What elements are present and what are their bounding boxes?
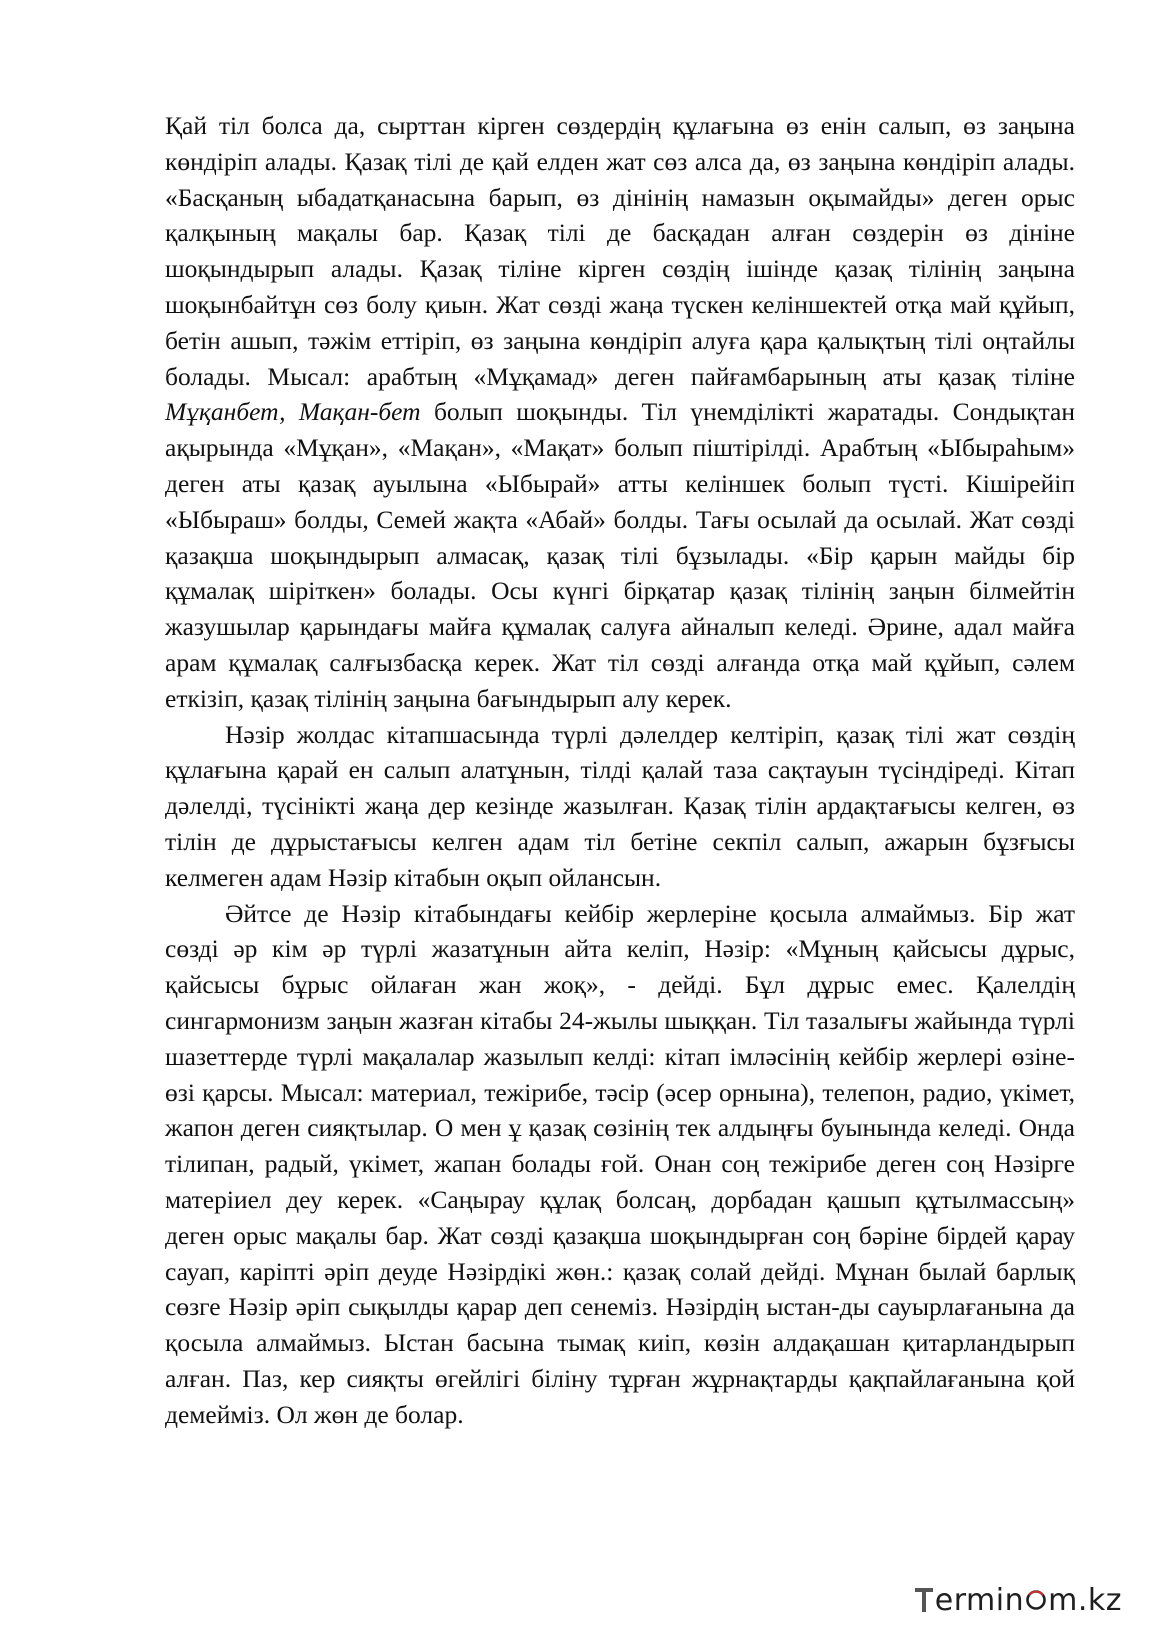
italic-names: Мұқанбет, Мақан-бет [165, 397, 421, 427]
termincom-logo [915, 1578, 1122, 1622]
logo-t-icon [915, 1584, 933, 1616]
document-body [165, 108, 1075, 1432]
paragraph-1: Қай тіл болса да, сырттан кірген сөздердің құлағына өз енін салып, өз заңына көндіріп алады. Қазақ тілі де қай елден жат сөз алса да, өз заңына көндіріп алады. «Басқаның ыбадатқанасына барып, өз дінінің намазын оқымайды» деген орыс қалқының мақалы бар. Қазақ тілі де басқадан алған сөздерін өз дініне шоқындырып алады. Қазақ тіліне кірген сөздің ішінде қазақ тілінің заңына шоқынбайтұн сөз болу қиын. Жат сөзді жаңа түскен келіншектей отқа май құйып, бетін ашып, тәжім еттіріп, өз заңына көндіріп алуға қара қалықтың тілі оңтайлы болады. Мысал: арабтың «Мұқамад» деген пайғамбарының аты қазақ тіліне Мұқанбет, Мақан-бет болып шоқынды. Тіл үнемділікті жаратады. Сондықтан ақырында «Мұқан», «Мақан», «Мақат» болып піштірілді. Арабтың «Ыбыраһым» деген аты қазақ ауылына «Ыбырай» атты келіншек болып түсті. Кішірейіп «Ыбыраш» болды, Семей жақта «Абай» болды. Тағы осылай да осылай. Жат сөзді қазақша шоқындырып алмасақ, қазақ тілі бұзылады. «Бір қарын майды бір құмалақ шіріткен» болады. Осы күнгі бірқатар қазақ тілінің заңын білмейтін жазушылар қарындағы майға құмалақ салуға айналып келеді. Әрине, адал майға арам құмалақ салғызбасқа керек. Жат тіл сөзді алғанда отқа май құйып, сәлем еткізіп, қазақ тілінің заңына бағындырып алу керек. [165, 111, 1075, 713]
logo-text-1: ermin [934, 1582, 1025, 1618]
logo-circle-icon [1025, 1589, 1047, 1611]
paragraph-2: Нәзір жолдас кітапшасында түрлі дәлелдер келтіріп, қазақ тілі жат сөздің құлағына қарай ен салып алатұнын, тілді қалай таза сақтауын түсіндіреді. Кітап дәлелді, түсінікті жаңа дер кезінде жазылған. Қазақ тілін ардақтағысы келген, өз тілін де дұрыстағысы келген адам тіл бетіне секпіл салып, ажарын бұзғысы келмеген адам Нәзір кітабын оқып ойлансын. [165, 719, 1075, 892]
logo-text-2: m.kz [1048, 1582, 1122, 1618]
paragraph-3: Әйтсе де Нәзір кітабындағы кейбір жерлеріне қосыла алмаймыз. Бір жат сөзді әр кім әр түрлі жазатұнын айта келіп, Нәзір: «Мұның қайсысы дұрыс, қайсысы бұрыс ойлаған жан жоқ», - дейді. Бұл дұрыс емес. Қалелдің сингармонизм заңын жазған кітабы 24-жылы шыққан. Тіл тазалығы жайында түрлі шазеттерде түрлі мақалалар жазылып келді: кітап імләсінің кейбір жерлері өзіне-өзі қарсы. Мысал: материал, тежірибе, тәсір (әсер орнына), телепон, радио, үкімет, жапон деген сияқтылар. О мен ұ қазақ сөзінің тек алдыңғы буынында келеді. Онда тілипан, радый, үкімет, жапан болады ғой. Онан соң тежірибе деген соң Нәзірге матеріиел деу керек. «Саңырау құлақ болсаң, дорбадан қашып құтылмассың» деген орыс мақалы бар. Жат сөзді қазақша шоқындырған соң бәріне бірдей қарау сауап, каріпті әріп деуде Нәзірдікі жөн.: қазақ солай дейді. Мұнан былай барлық сөзге Нәзір әріп сықылды қарар деп сенеміз. Нәзірдің ыстан-ды сауырлағанына да қосыла алмаймыз. Ыстан басына тымақ киіп, көзін алдақашан қитарландырып алған. Паз, кер сияқты өгейлігі біліну тұрған жұрнақтарды қақпайлағанына қой демейміз. Ол жөн де болар. [165, 898, 1075, 1429]
